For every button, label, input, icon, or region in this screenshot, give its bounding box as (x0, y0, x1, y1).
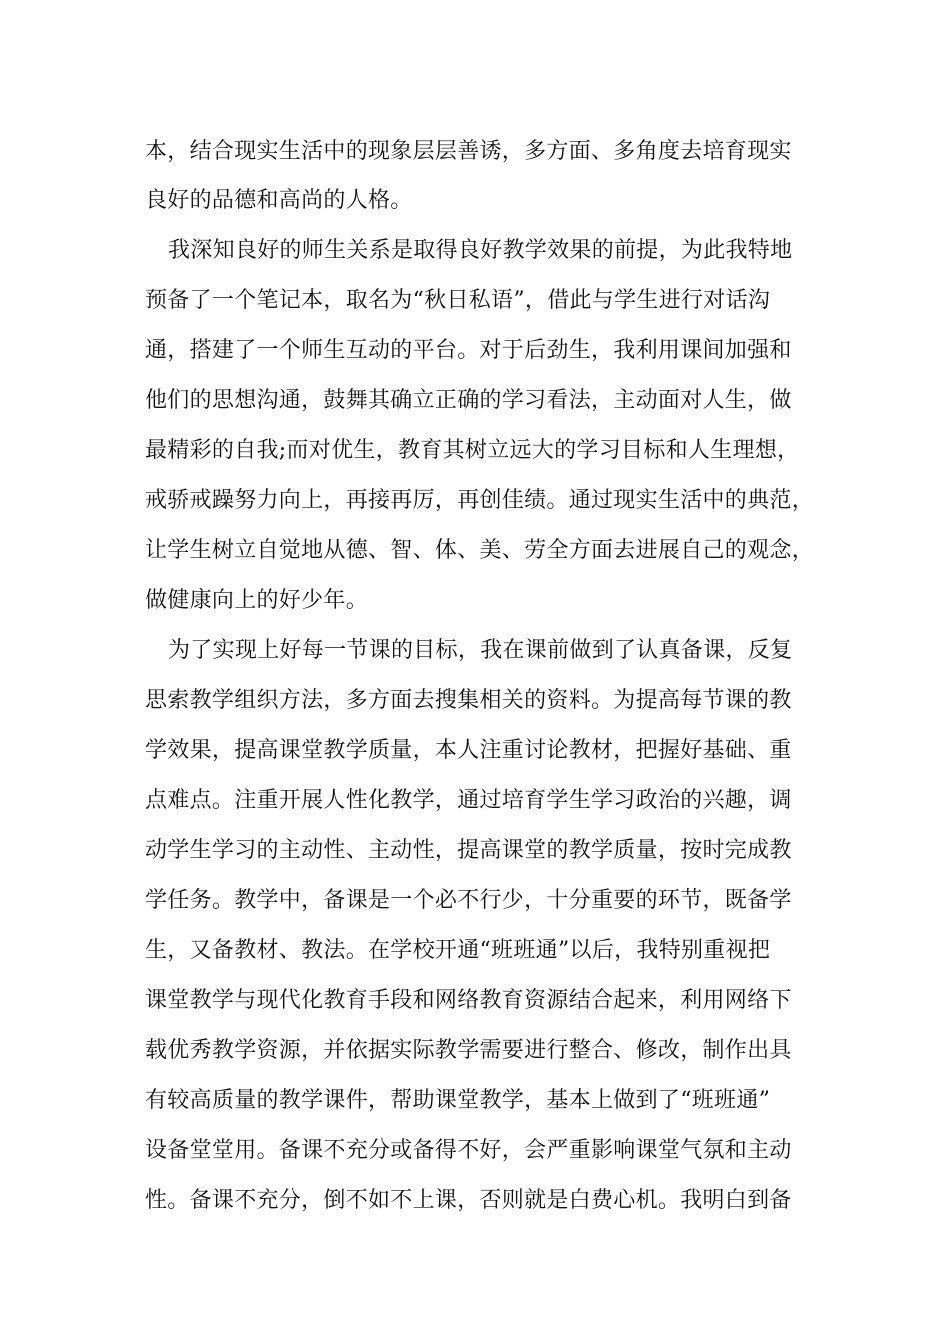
paragraph-start-line: 我深知良好的师生关系是取得良好教学效果的前提，为此我特地 (168, 238, 793, 263)
text-line: 戒骄戒躁努力向上，再接再厉，再创佳绩。通过现实生活中的典范， (145, 488, 815, 513)
text-line: 最精彩的自我;而对优生，教育其树立远大的学习目标和人生理想， (145, 438, 800, 463)
text-line: 预备了一个笔记本，取名为“秋日私语”，借此与学生进行对话沟 (145, 288, 771, 313)
text-line: 做健康向上的好少年。 (145, 588, 369, 613)
text-line: 载优秀教学资源，并依据实际教学需要进行整合、修改，制作出具 (145, 1038, 792, 1063)
text-line: 学任务。教学中，备课是一个必不行少，十分重要的环节，既备学 (145, 888, 792, 913)
text-line: 通，搭建了一个师生互动的平台。对于后劲生，我利用课间加强和 (145, 338, 792, 363)
text-line: 设备堂堂用。备课不充分或备得不好，会严重影响课堂气氛和主动 (145, 1138, 792, 1163)
text-line: 本，结合现实生活中的现象层层善诱，多方面、多角度去培育现实 (145, 139, 792, 164)
text-line: 动学生学习的主动性、主动性，提高课堂的教学质量，按时完成教 (145, 838, 792, 863)
text-line: 思索教学组织方法，多方面去搜集相关的资料。为提高每节课的教 (145, 688, 792, 713)
text-line: 让学生树立自觉地从德、智、体、美、劳全方面去进展自己的观念， (145, 538, 815, 563)
text-line: 他们的思想沟通，鼓舞其确立正确的学习看法，主动面对人生，做 (145, 388, 792, 413)
text-line: 点难点。注重开展人性化教学，通过培育学生学习政治的兴趣，调 (145, 788, 792, 813)
paragraph-start-line: 为了实现上好每一节课的目标，我在课前做到了认真备课，反复 (168, 638, 793, 663)
text-line: 良好的品德和高尚的人格。 (145, 188, 413, 213)
text-line: 性。备课不充分，倒不如不上课，否则就是白费心机。我明白到备 (145, 1188, 792, 1213)
text-line: 生，又备教材、教法。在学校开通“班班通”以后，我特别重视把 (145, 938, 771, 963)
text-line: 有较高质量的教学课件，帮助课堂教学，基本上做到了“班班通” (145, 1088, 771, 1113)
text-line: 学效果，提高课堂教学质量，本人注重讨论教材，把握好基础、重 (145, 738, 792, 763)
text-line: 课堂教学与现代化教育手段和网络教育资源结合起来，利用网络下 (145, 988, 792, 1013)
